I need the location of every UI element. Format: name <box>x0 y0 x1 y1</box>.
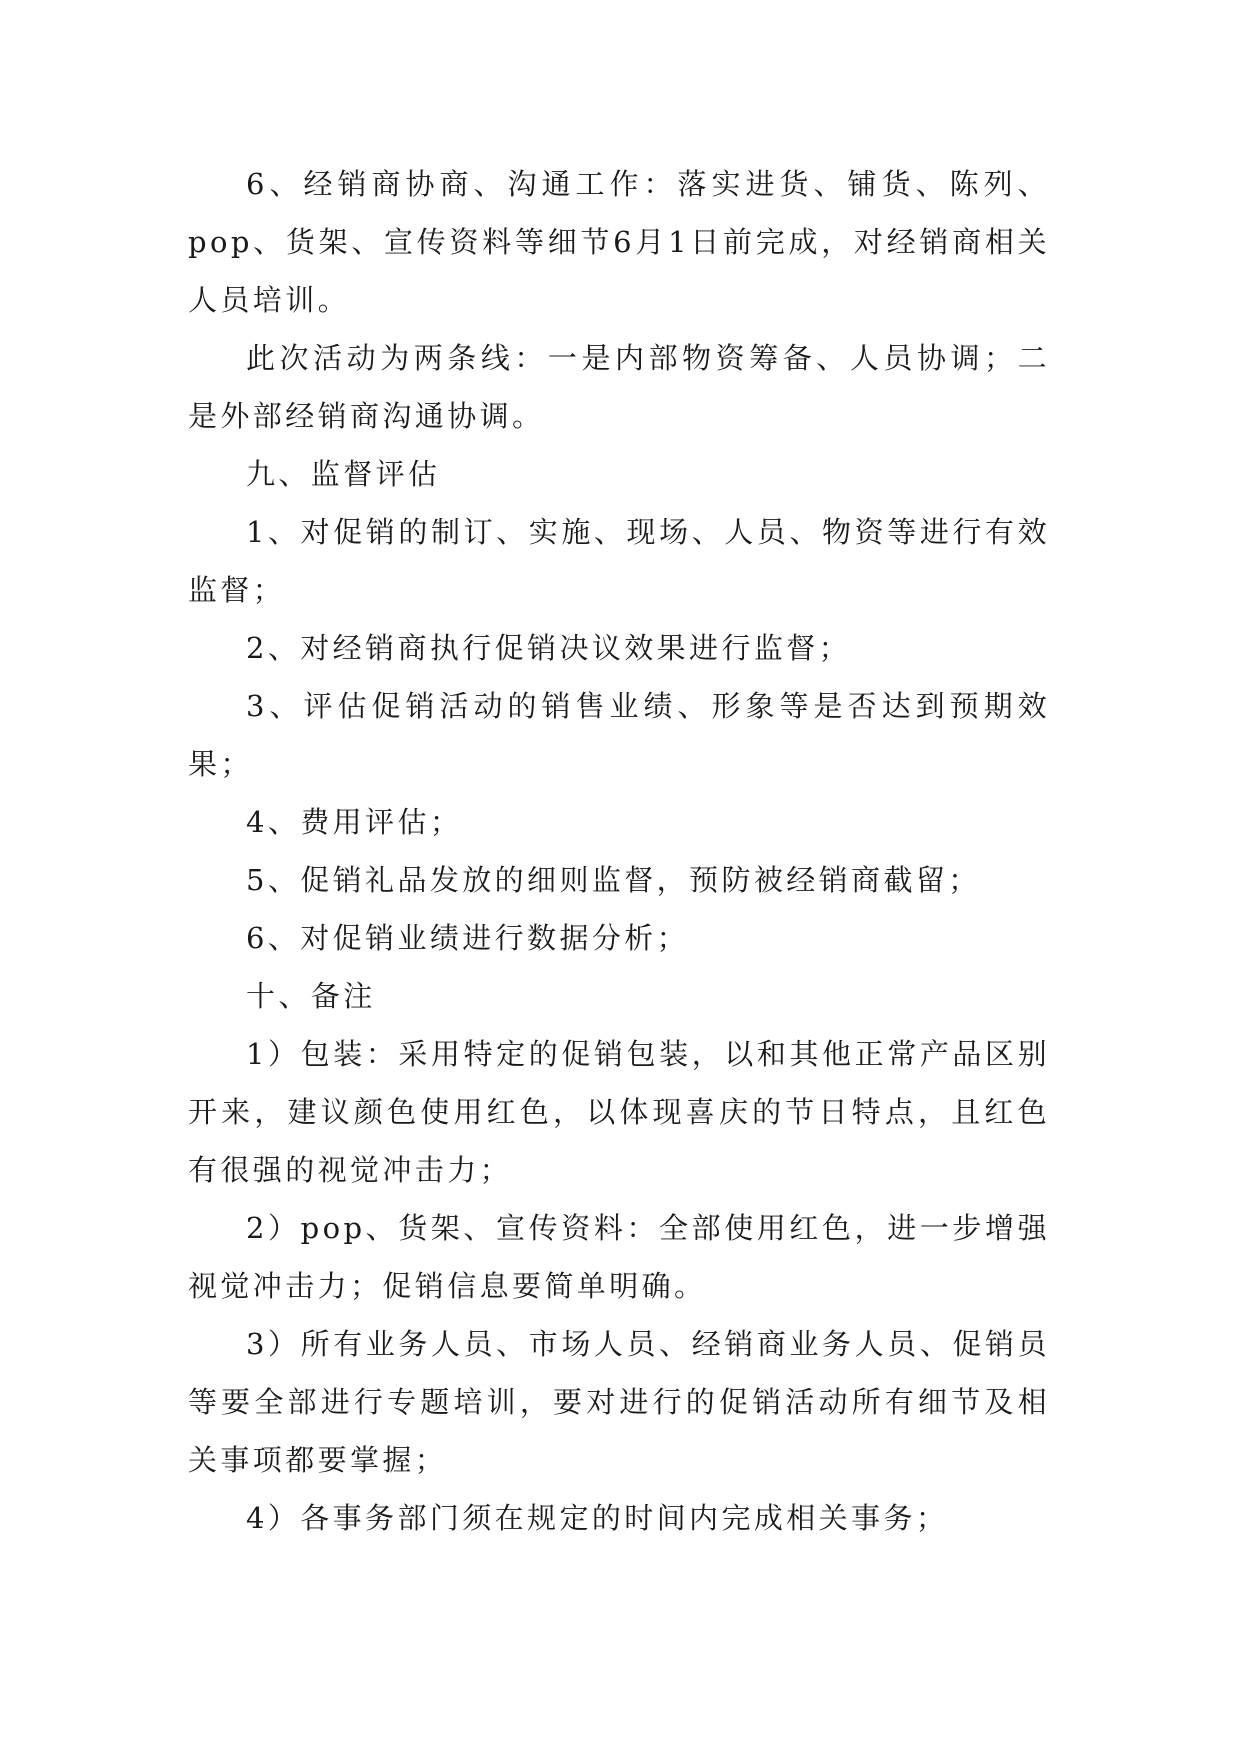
list-item: 5、促销礼品发放的细则监督，预防被经销商截留； <box>246 863 981 897</box>
list-item: 3）所有业务人员、市场人员、经销商业务人员、促销员等要全部进行专题培训，要对进行的促销活动所有细节及相关事项都要掌握； <box>188 1327 1050 1477</box>
list-item: 2）pop、货架、宣传资料：全部使用红色，进一步增强视觉冲击力；促销信息要简单明确。 <box>188 1211 1050 1303</box>
list-item: 2、对经销商执行促销决议效果进行监督； <box>246 631 852 665</box>
list-item: 1）包装：采用特定的促销包装，以和其他正常产品区别开来，建议颜色使用红色，以体现喜庆的节日特点，且红色有很强的视觉冲击力； <box>188 1037 1050 1187</box>
paragraph-two-lines: 此次活动为两条线：一是内部物资筹备、人员协调；二是外部经销商沟通协调。 <box>188 341 1050 433</box>
list-item: 4）各事务部门须在规定的时间内完成相关事务； <box>246 1501 949 1535</box>
list-item: 3、评估促销活动的销售业绩、形象等是否达到预期效果； <box>188 689 1050 781</box>
list-item: 1、对促销的制订、实施、现场、人员、物资等进行有效监督； <box>188 515 1050 607</box>
section-heading-notes: 十、备注 <box>246 979 376 1013</box>
list-item: 6、对促销业绩进行数据分析； <box>246 921 690 955</box>
list-item: 4、费用评估； <box>246 805 463 839</box>
section-heading-supervision: 九、监督评估 <box>246 457 441 491</box>
paragraph-dealer-coordination: 6、经销商协商、沟通工作：落实进货、铺货、陈列、pop、货架、宣传资料等细节6月1日前完成，对经销商相关人员培训。 <box>188 167 1050 317</box>
document-body <box>188 155 1050 1547</box>
